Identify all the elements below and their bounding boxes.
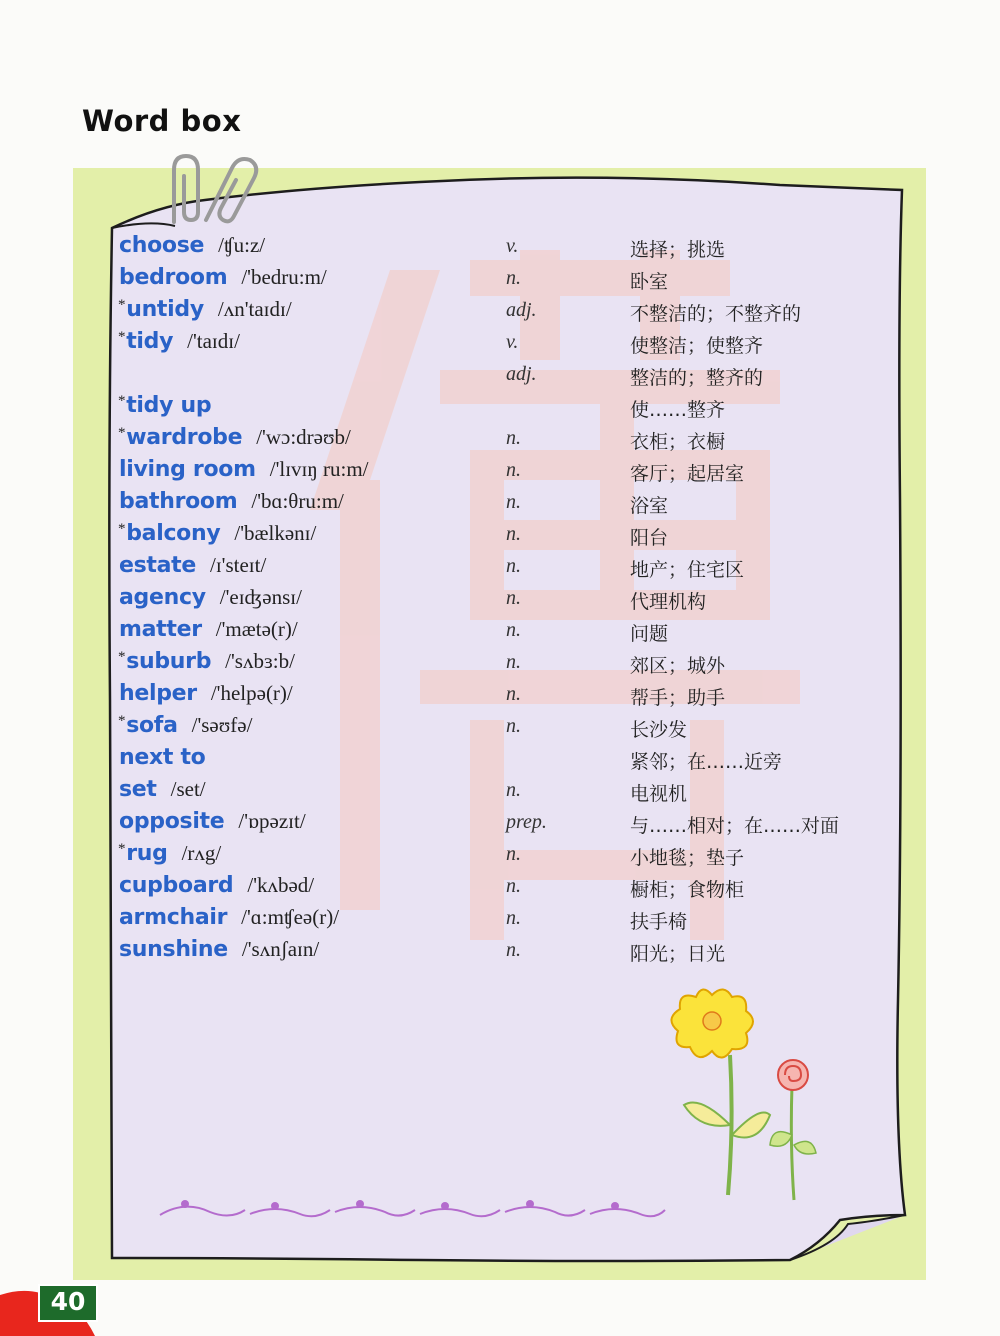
phonetic: /'kʌbəd/ — [247, 873, 315, 897]
word: set — [119, 777, 157, 802]
flower-illustration — [660, 985, 830, 1205]
word-cell — [118, 361, 133, 386]
part-of-speech: n. — [506, 939, 521, 961]
part-of-speech: adj. — [506, 363, 537, 385]
word-cell: *rug /rʌg/ — [118, 841, 222, 866]
word-cell — [118, 809, 306, 834]
phonetic: /'eɪʤənsɪ/ — [219, 585, 302, 609]
list-item — [0, 393, 1000, 425]
list-item — [0, 681, 1000, 713]
phonetic: /'wɔ:drəʊb/ — [256, 425, 351, 449]
phonetic: /'səʊfə/ — [191, 713, 253, 737]
part-of-speech: v. — [506, 235, 519, 257]
meaning: 不整洁的；不整齐的 — [630, 303, 802, 325]
phonetic: /'bælkənɪ/ — [234, 521, 317, 545]
word: living room — [119, 457, 256, 482]
meaning: 浴室 — [630, 495, 669, 517]
word: untidy — [126, 297, 204, 322]
list-item — [0, 905, 1000, 937]
list-item — [0, 873, 1000, 905]
list-item — [0, 617, 1000, 649]
word-cell — [118, 873, 314, 898]
part-of-speech: n. — [506, 267, 521, 289]
phonetic: /ɪ'steɪt/ — [210, 553, 267, 577]
word: next to — [119, 745, 206, 770]
meaning: 选择；挑选 — [630, 239, 726, 261]
list-item — [0, 521, 1000, 553]
part-of-speech: n. — [506, 715, 521, 737]
word-cell: *wardrobe /'wɔ:drəʊb/ — [118, 425, 351, 450]
list-item — [0, 457, 1000, 489]
word: cupboard — [119, 873, 234, 898]
list-item — [0, 841, 1000, 873]
list-item — [0, 745, 1000, 777]
phonetic: /set/ — [170, 777, 206, 801]
word-cell — [118, 265, 327, 290]
word-cell: *balcony /'bælkənɪ/ — [118, 521, 317, 546]
list-item — [0, 553, 1000, 585]
part-of-speech: n. — [506, 555, 521, 577]
phonetic: /'bedru:m/ — [241, 265, 327, 289]
list-item — [0, 649, 1000, 681]
word-cell — [118, 489, 344, 514]
part-of-speech: n. — [506, 523, 521, 545]
word: estate — [119, 553, 197, 578]
word: agency — [119, 585, 206, 610]
part-of-speech: n. — [506, 683, 521, 705]
word-cell: *suburb /'sʌbɜ:b/ — [118, 649, 295, 674]
page-title: Word box — [82, 104, 242, 138]
part-of-speech: n. — [506, 619, 521, 641]
part-of-speech: prep. — [506, 811, 547, 833]
word: matter — [119, 617, 202, 642]
word: helper — [119, 681, 197, 706]
word: suburb — [126, 649, 212, 674]
word-cell — [118, 777, 206, 802]
word-cell — [118, 553, 266, 578]
word: tidy — [126, 329, 174, 354]
list-item — [0, 489, 1000, 521]
part-of-speech: n. — [506, 843, 521, 865]
part-of-speech: n. — [506, 491, 521, 513]
meaning: 地产；住宅区 — [630, 559, 745, 581]
meaning: 阳台 — [630, 527, 669, 549]
word-cell — [118, 905, 339, 930]
meaning: 使整洁；使整齐 — [630, 335, 764, 357]
word: opposite — [119, 809, 225, 834]
meaning: 整洁的；整齐的 — [630, 367, 764, 389]
phonetic: /'ɒpəzɪt/ — [238, 809, 306, 833]
meaning: 卧室 — [630, 271, 669, 293]
part-of-speech: n. — [506, 875, 521, 897]
phonetic: /'bɑ:θru:m/ — [251, 489, 344, 513]
word-cell — [118, 233, 265, 258]
decorative-border — [155, 1190, 675, 1230]
word: sofa — [126, 713, 178, 738]
meaning: 电视机 — [630, 783, 688, 805]
phonetic: /rʌg/ — [181, 841, 222, 865]
part-of-speech: n. — [506, 907, 521, 929]
page-number: 40 — [38, 1284, 98, 1322]
meaning: 紧邻；在……近旁 — [630, 751, 783, 773]
meaning: 使……整齐 — [630, 399, 726, 421]
word-cell: *sofa /'səʊfə/ — [118, 713, 253, 738]
meaning: 小地毯；垫子 — [630, 847, 745, 869]
word-cell — [118, 681, 293, 706]
meaning: 长沙发 — [630, 719, 688, 741]
list-item — [0, 937, 1000, 969]
meaning: 衣柜；衣橱 — [630, 431, 726, 453]
phonetic: /'taɪdɪ/ — [187, 329, 240, 353]
word: balcony — [126, 521, 221, 546]
word: wardrobe — [126, 425, 243, 450]
meaning: 郊区；城外 — [630, 655, 726, 677]
part-of-speech: n. — [506, 651, 521, 673]
word: sunshine — [119, 937, 228, 962]
word: rug — [126, 841, 168, 866]
meaning: 客厅；起居室 — [630, 463, 745, 485]
part-of-speech: adj. — [506, 299, 537, 321]
list-item — [0, 425, 1000, 457]
meaning: 问题 — [630, 623, 669, 645]
meaning: 与……相对；在……对面 — [630, 815, 840, 837]
word: armchair — [119, 905, 228, 930]
meaning: 阳光；日光 — [630, 943, 726, 965]
list-item — [0, 361, 1000, 393]
part-of-speech: n. — [506, 459, 521, 481]
part-of-speech: n. — [506, 427, 521, 449]
word-cell: *tidy up — [118, 393, 212, 418]
phonetic: /'sʌbɜ:b/ — [225, 649, 295, 673]
word-cell — [118, 937, 319, 962]
word-cell — [118, 457, 369, 482]
part-of-speech: n. — [506, 779, 521, 801]
list-item — [0, 233, 1000, 265]
phonetic: /'helpə(r)/ — [210, 681, 293, 705]
word-cell — [118, 745, 219, 770]
phonetic: /'sʌnʃaɪn/ — [241, 937, 320, 961]
phonetic: /ʧu:z/ — [218, 233, 266, 257]
word: tidy up — [126, 393, 212, 418]
part-of-speech: v. — [506, 331, 519, 353]
list-item — [0, 713, 1000, 745]
meaning: 代理机构 — [630, 591, 707, 613]
word-cell: *untidy /ʌn'taɪdɪ/ — [118, 297, 292, 322]
part-of-speech: n. — [506, 587, 521, 609]
phonetic: /'mætə(r)/ — [215, 617, 298, 641]
word-cell — [118, 585, 302, 610]
word-cell — [118, 617, 298, 642]
list-item — [0, 777, 1000, 809]
list-item — [0, 585, 1000, 617]
word-cell: *tidy /'taɪdɪ/ — [118, 329, 240, 354]
meaning: 扶手椅 — [630, 911, 688, 933]
word: choose — [119, 233, 205, 258]
phonetic: /'ɑ:mʧeə(r)/ — [241, 905, 340, 929]
list-item — [0, 809, 1000, 841]
meaning: 橱柜；食物柜 — [630, 879, 745, 901]
list-item — [0, 329, 1000, 361]
word: bedroom — [119, 265, 228, 290]
phonetic: /ʌn'taɪdɪ/ — [217, 297, 292, 321]
list-item — [0, 297, 1000, 329]
phonetic: /'lɪvɪŋ ru:m/ — [269, 457, 369, 481]
list-item — [0, 265, 1000, 297]
meaning: 帮手；助手 — [630, 687, 726, 709]
word: bathroom — [119, 489, 238, 514]
